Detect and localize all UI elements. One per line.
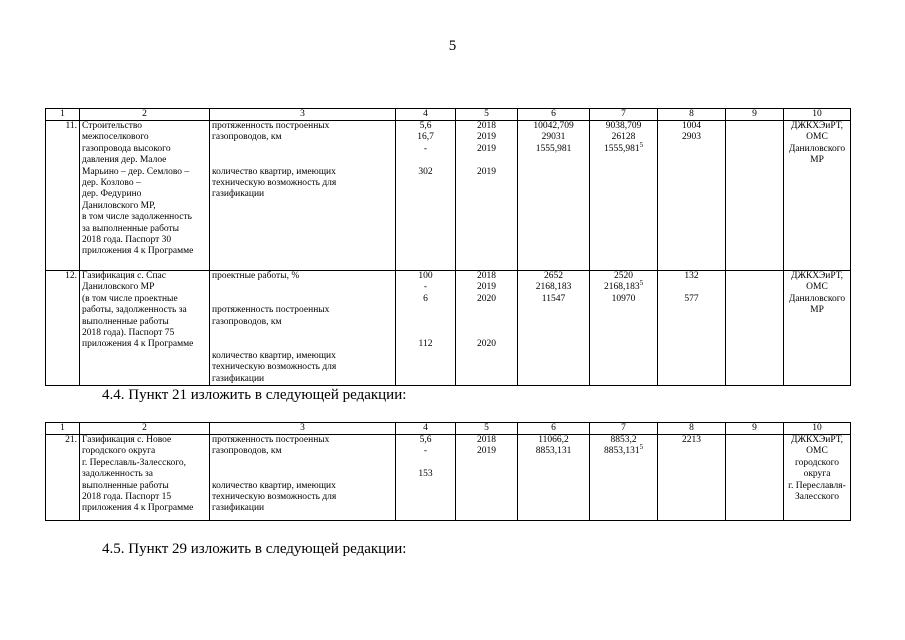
funding-regional <box>590 121 658 271</box>
header-cell: 7 <box>590 423 658 435</box>
funding-total: 10042,709 29031 1555,981 <box>518 121 590 271</box>
funding-total: 2652 2168,183 11547 <box>518 271 590 386</box>
table-row <box>46 121 851 271</box>
header-cell: 8 <box>658 109 726 121</box>
funding-line: 10970 <box>611 293 636 304</box>
header-cell: 3 <box>210 423 396 435</box>
table-program-items-1 <box>45 108 851 386</box>
item-name: Газификация с. Новое городского округа г. Переславль-Залесского, задолженность за выполненные работы 2018 года. Паспорт 15 приложения 4 к Программе <box>80 435 210 521</box>
table-program-items-2 <box>45 422 851 521</box>
header-cell: 6 <box>518 423 590 435</box>
year: 2018 2019 2019 2019 <box>456 121 518 271</box>
table-row <box>46 271 851 386</box>
section-heading-4-4: 4.4. Пункт 21 изложить в следующей редакции: <box>102 387 407 403</box>
footnote-marker: 5 <box>639 140 644 149</box>
funding-regional <box>590 271 658 386</box>
footnote-marker: 5 <box>639 443 644 452</box>
funding-line: 9038,709 <box>605 121 642 131</box>
header-cell: 1 <box>46 423 80 435</box>
item-name: Газификация с. Спас Даниловского МР (в том числе проектные работы, задолженность за выполненные работы 2018 года). Паспорт 75 приложения 4 к Программе <box>80 271 210 386</box>
indicator: проектные работы, % протяженность построенных газопроводов, км количество квартир, имеющих техническую возможность для газификации <box>210 271 396 386</box>
header-cell: 1 <box>46 109 80 121</box>
indicator-value: 100 - 6 112 <box>396 271 456 386</box>
header-cell: 2 <box>80 423 210 435</box>
funding-line-footnoted: 8853,131$^5$ <box>603 443 644 457</box>
indicator-value: 5,6 16,7 - 302 <box>396 121 456 271</box>
header-cell: 8 <box>658 423 726 435</box>
header-cell: 7 <box>590 109 658 121</box>
funding-other <box>726 435 784 521</box>
header-cell: 3 <box>210 109 396 121</box>
year: 2018 2019 <box>456 435 518 521</box>
table-header-row <box>46 109 851 121</box>
responsible: ДЖКХЭиРТ, ОМС Даниловского МР <box>784 271 851 386</box>
header-cell: 5 <box>456 423 518 435</box>
row-number: 21. <box>46 435 80 521</box>
page-number: 5 <box>448 38 457 54</box>
funding-regional <box>590 435 658 521</box>
funding-line: 8853,2 <box>610 435 637 445</box>
row-number: 11. <box>46 121 80 271</box>
funding-line-footnoted: 1555,981$^5$ <box>603 140 644 154</box>
header-cell: 9 <box>726 423 784 435</box>
funding-total: 11066,2 8853,131 <box>518 435 590 521</box>
header-cell: 9 <box>726 109 784 121</box>
footnote-marker: 5 <box>639 279 644 288</box>
funding-local: 132 577 <box>658 271 726 386</box>
funding-line: 26128 <box>611 132 636 143</box>
table-header-row <box>46 423 851 435</box>
funding-other <box>726 121 784 271</box>
indicator: протяженность построенных газопроводов, км количество квартир, имеющих техническую возможность для газификации <box>210 121 396 271</box>
indicator: протяженность построенных газопроводов, км количество квартир, имеющих техническую возможность для газификации <box>210 435 396 521</box>
header-cell: 5 <box>456 109 518 121</box>
year: 2018 2019 2020 2020 <box>456 271 518 386</box>
responsible: ДЖКХЭиРТ, ОМС городского округа г. Переславля- Залесского <box>784 435 851 521</box>
header-cell: 10 <box>784 109 851 121</box>
header-cell: 4 <box>396 423 456 435</box>
header-cell: 6 <box>518 109 590 121</box>
item-name: Строительство межпоселкового газопровода высокого давления дер. Малое Марьино – дер. Семлово – дер. Козлово – дер. Федурино Даниловского МР, в том числе задолженность за выполненные работы 2018 года. Паспорт 30 приложения 4 к Программе <box>80 121 210 271</box>
funding-line-footnoted: 2168,183$^5$ <box>603 279 644 293</box>
responsible: ДЖКХЭиРТ, ОМС Даниловского МР <box>784 121 851 271</box>
header-cell: 10 <box>784 423 851 435</box>
funding-line: 2520 <box>614 271 633 281</box>
section-heading-4-5: 4.5. Пункт 29 изложить в следующей редакции: <box>102 541 407 557</box>
funding-local: 2213 <box>658 435 726 521</box>
funding-local: 1004 2903 <box>658 121 726 271</box>
funding-other <box>726 271 784 386</box>
row-number: 12. <box>46 271 80 386</box>
header-cell: 4 <box>396 109 456 121</box>
header-cell: 2 <box>80 109 210 121</box>
table-row <box>46 435 851 521</box>
indicator-value: 5,6 - 153 <box>396 435 456 521</box>
